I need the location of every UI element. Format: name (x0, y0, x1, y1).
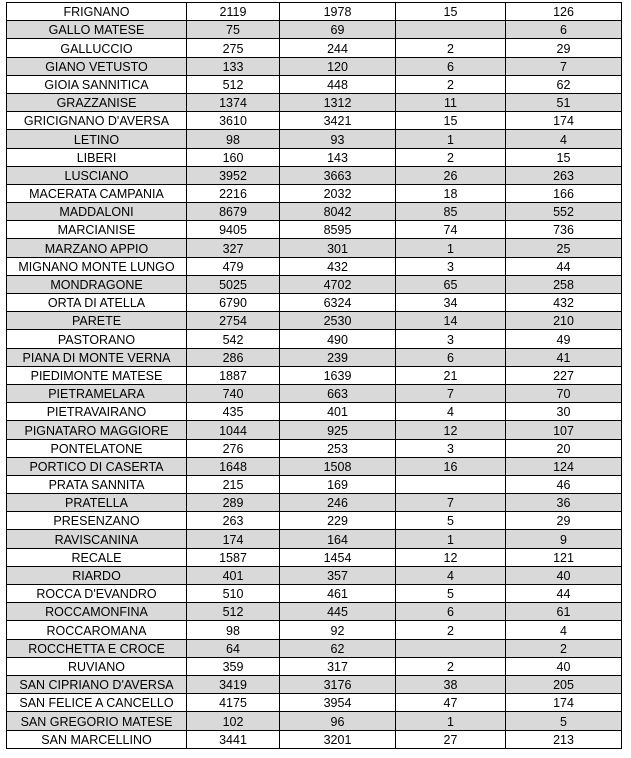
value-col-3-cell: 2 (396, 39, 506, 57)
table-row (7, 439, 622, 457)
value-col-1-cell: 1648 (187, 457, 280, 475)
value-col-3-cell: 11 (396, 93, 506, 111)
value-col-2-cell: 461 (280, 585, 396, 603)
value-col-4-cell: 174 (506, 112, 622, 130)
municipality-cell: PRATELLA (7, 494, 187, 512)
value-col-4-cell: 736 (506, 221, 622, 239)
value-col-3-cell: 3 (396, 330, 506, 348)
value-col-2-cell: 69 (280, 21, 396, 39)
table-row (7, 57, 622, 75)
value-col-4-cell: 20 (506, 439, 622, 457)
value-col-1-cell: 276 (187, 439, 280, 457)
value-col-3-cell: 2 (396, 75, 506, 93)
value-col-4-cell: 61 (506, 603, 622, 621)
municipality-cell: RECALE (7, 548, 187, 566)
value-col-1-cell: 1374 (187, 93, 280, 111)
value-col-2-cell: 253 (280, 439, 396, 457)
value-col-2-cell: 1312 (280, 93, 396, 111)
value-col-4-cell: 258 (506, 275, 622, 293)
value-col-2-cell: 169 (280, 475, 396, 493)
value-col-3-cell: 3 (396, 257, 506, 275)
table-row (7, 694, 622, 712)
municipality-cell: PORTICO DI CASERTA (7, 457, 187, 475)
municipality-cell: LUSCIANO (7, 166, 187, 184)
value-col-1-cell: 289 (187, 494, 280, 512)
value-col-2-cell: 445 (280, 603, 396, 621)
value-col-2-cell: 432 (280, 257, 396, 275)
municipality-cell: PIEDIMONTE MATESE (7, 366, 187, 384)
value-col-1-cell: 102 (187, 712, 280, 730)
value-col-3-cell: 1 (396, 130, 506, 148)
value-col-3-cell: 1 (396, 530, 506, 548)
value-col-4-cell: 213 (506, 730, 622, 748)
value-col-4-cell: 263 (506, 166, 622, 184)
municipality-cell: MIGNANO MONTE LUNGO (7, 257, 187, 275)
municipality-cell: SAN GREGORIO MATESE (7, 712, 187, 730)
value-col-4-cell: 124 (506, 457, 622, 475)
table-row (7, 548, 622, 566)
value-col-2-cell: 401 (280, 403, 396, 421)
value-col-2-cell: 62 (280, 639, 396, 657)
value-col-3-cell: 12 (396, 548, 506, 566)
municipality-cell: MADDALONI (7, 203, 187, 221)
table-row (7, 603, 622, 621)
value-col-4-cell: 44 (506, 257, 622, 275)
table-row (7, 475, 622, 493)
value-col-4-cell: 7 (506, 57, 622, 75)
value-col-3-cell: 85 (396, 203, 506, 221)
value-col-1-cell: 2754 (187, 312, 280, 330)
value-col-1-cell: 75 (187, 21, 280, 39)
value-col-2-cell: 244 (280, 39, 396, 57)
table-row (7, 330, 622, 348)
value-col-1-cell: 3441 (187, 730, 280, 748)
table-row (7, 566, 622, 584)
municipality-cell: GRICIGNANO D'AVERSA (7, 112, 187, 130)
table-row (7, 39, 622, 57)
table-row (7, 221, 622, 239)
municipality-cell: MONDRAGONE (7, 275, 187, 293)
municipality-cell: RUVIANO (7, 657, 187, 675)
value-col-3-cell: 2 (396, 621, 506, 639)
table-row (7, 457, 622, 475)
table-body (7, 3, 622, 749)
value-col-4-cell: 166 (506, 184, 622, 202)
value-col-1-cell: 510 (187, 585, 280, 603)
table-row (7, 512, 622, 530)
table-row (7, 21, 622, 39)
value-col-1-cell: 1044 (187, 421, 280, 439)
value-col-1-cell: 275 (187, 39, 280, 57)
value-col-3-cell: 1 (396, 712, 506, 730)
value-col-4-cell: 15 (506, 148, 622, 166)
value-col-2-cell: 3954 (280, 694, 396, 712)
table-row (7, 239, 622, 257)
value-col-3-cell: 2 (396, 657, 506, 675)
table-row (7, 112, 622, 130)
value-col-3-cell: 15 (396, 112, 506, 130)
value-col-3-cell: 27 (396, 730, 506, 748)
value-col-3-cell: 4 (396, 566, 506, 584)
municipality-data-table (6, 2, 622, 749)
table-row (7, 294, 622, 312)
value-col-4-cell: 70 (506, 384, 622, 402)
municipality-cell: MARZANO APPIO (7, 239, 187, 257)
value-col-4-cell: 174 (506, 694, 622, 712)
value-col-3-cell: 5 (396, 585, 506, 603)
table-row (7, 639, 622, 657)
table-row (7, 621, 622, 639)
value-col-3-cell: 6 (396, 603, 506, 621)
value-col-4-cell: 29 (506, 512, 622, 530)
value-col-4-cell: 2 (506, 639, 622, 657)
value-col-1-cell: 740 (187, 384, 280, 402)
value-col-3-cell: 6 (396, 348, 506, 366)
value-col-1-cell: 98 (187, 621, 280, 639)
table-row (7, 384, 622, 402)
value-col-2-cell: 92 (280, 621, 396, 639)
value-col-1-cell: 174 (187, 530, 280, 548)
value-col-4-cell: 9 (506, 530, 622, 548)
value-col-3-cell: 7 (396, 494, 506, 512)
municipality-cell: MACERATA CAMPANIA (7, 184, 187, 202)
value-col-1-cell: 3419 (187, 675, 280, 693)
table-row (7, 348, 622, 366)
value-col-3-cell: 74 (396, 221, 506, 239)
value-col-1-cell: 8679 (187, 203, 280, 221)
value-col-2-cell: 96 (280, 712, 396, 730)
municipality-cell: PIETRAVAIRANO (7, 403, 187, 421)
value-col-3-cell (396, 475, 506, 493)
table-row (7, 657, 622, 675)
value-col-3-cell: 26 (396, 166, 506, 184)
value-col-2-cell: 164 (280, 530, 396, 548)
table-row (7, 257, 622, 275)
municipality-cell: PIETRAMELARA (7, 384, 187, 402)
value-col-4-cell: 44 (506, 585, 622, 603)
value-col-1-cell: 512 (187, 75, 280, 93)
table-row (7, 312, 622, 330)
value-col-1-cell: 1587 (187, 548, 280, 566)
municipality-cell: ROCCAROMANA (7, 621, 187, 639)
table-row (7, 203, 622, 221)
value-col-3-cell: 1 (396, 239, 506, 257)
value-col-1-cell: 6790 (187, 294, 280, 312)
value-col-2-cell: 4702 (280, 275, 396, 293)
value-col-3-cell: 15 (396, 3, 506, 21)
value-col-2-cell: 1639 (280, 366, 396, 384)
value-col-2-cell: 3201 (280, 730, 396, 748)
table-row (7, 75, 622, 93)
municipality-cell: PONTELATONE (7, 439, 187, 457)
municipality-cell: GIOIA SANNITICA (7, 75, 187, 93)
value-col-2-cell: 246 (280, 494, 396, 512)
table-row (7, 93, 622, 111)
municipality-cell: LIBERI (7, 148, 187, 166)
municipality-cell: PRESENZANO (7, 512, 187, 530)
value-col-4-cell: 126 (506, 3, 622, 21)
municipality-cell: GALLO MATESE (7, 21, 187, 39)
value-col-4-cell: 30 (506, 403, 622, 421)
table-row (7, 3, 622, 21)
value-col-1-cell: 4175 (187, 694, 280, 712)
value-col-1-cell: 435 (187, 403, 280, 421)
table-row (7, 130, 622, 148)
municipality-cell: PARETE (7, 312, 187, 330)
value-col-1-cell: 160 (187, 148, 280, 166)
value-col-2-cell: 301 (280, 239, 396, 257)
municipality-cell: SAN FELICE A CANCELLO (7, 694, 187, 712)
value-col-3-cell: 14 (396, 312, 506, 330)
value-col-1-cell: 98 (187, 130, 280, 148)
value-col-4-cell: 36 (506, 494, 622, 512)
value-col-2-cell: 317 (280, 657, 396, 675)
value-col-4-cell: 25 (506, 239, 622, 257)
value-col-4-cell: 40 (506, 657, 622, 675)
value-col-4-cell: 46 (506, 475, 622, 493)
value-col-4-cell: 41 (506, 348, 622, 366)
table-row (7, 275, 622, 293)
value-col-1-cell: 286 (187, 348, 280, 366)
municipality-cell: GRAZZANISE (7, 93, 187, 111)
value-col-4-cell: 29 (506, 39, 622, 57)
value-col-1-cell: 64 (187, 639, 280, 657)
table-row (7, 712, 622, 730)
municipality-cell: PIGNATARO MAGGIORE (7, 421, 187, 439)
table-row (7, 494, 622, 512)
value-col-1-cell: 5025 (187, 275, 280, 293)
value-col-3-cell: 12 (396, 421, 506, 439)
municipality-cell: FRIGNANO (7, 3, 187, 21)
value-col-1-cell: 3610 (187, 112, 280, 130)
table-row (7, 585, 622, 603)
value-col-4-cell: 49 (506, 330, 622, 348)
value-col-2-cell: 663 (280, 384, 396, 402)
value-col-1-cell: 2216 (187, 184, 280, 202)
municipality-cell: LETINO (7, 130, 187, 148)
value-col-2-cell: 93 (280, 130, 396, 148)
value-col-3-cell: 3 (396, 439, 506, 457)
municipality-cell: PRATA SANNITA (7, 475, 187, 493)
value-col-4-cell: 62 (506, 75, 622, 93)
value-col-2-cell: 229 (280, 512, 396, 530)
table-row (7, 184, 622, 202)
value-col-4-cell: 210 (506, 312, 622, 330)
value-col-3-cell: 16 (396, 457, 506, 475)
value-col-4-cell: 552 (506, 203, 622, 221)
value-col-1-cell: 359 (187, 657, 280, 675)
value-col-3-cell: 65 (396, 275, 506, 293)
value-col-2-cell: 925 (280, 421, 396, 439)
municipality-cell: PASTORANO (7, 330, 187, 348)
value-col-2-cell: 3176 (280, 675, 396, 693)
value-col-3-cell: 7 (396, 384, 506, 402)
municipality-cell: ROCCA D'EVANDRO (7, 585, 187, 603)
value-col-3-cell: 4 (396, 403, 506, 421)
value-col-1-cell: 2119 (187, 3, 280, 21)
value-col-3-cell: 47 (396, 694, 506, 712)
value-col-1-cell: 327 (187, 239, 280, 257)
value-col-1-cell: 263 (187, 512, 280, 530)
value-col-3-cell: 38 (396, 675, 506, 693)
value-col-4-cell: 4 (506, 130, 622, 148)
value-col-1-cell: 542 (187, 330, 280, 348)
value-col-2-cell: 1454 (280, 548, 396, 566)
value-col-2-cell: 490 (280, 330, 396, 348)
value-col-4-cell: 432 (506, 294, 622, 312)
value-col-1-cell: 479 (187, 257, 280, 275)
value-col-2-cell: 8042 (280, 203, 396, 221)
municipality-cell: RIARDO (7, 566, 187, 584)
value-col-3-cell (396, 21, 506, 39)
value-col-4-cell: 121 (506, 548, 622, 566)
municipality-cell: PIANA DI MONTE VERNA (7, 348, 187, 366)
value-col-2-cell: 2530 (280, 312, 396, 330)
table-row (7, 530, 622, 548)
value-col-4-cell: 51 (506, 93, 622, 111)
table-row (7, 148, 622, 166)
value-col-3-cell: 21 (396, 366, 506, 384)
table-row (7, 166, 622, 184)
table-row (7, 366, 622, 384)
value-col-2-cell: 1978 (280, 3, 396, 21)
value-col-3-cell: 34 (396, 294, 506, 312)
value-col-2-cell: 6324 (280, 294, 396, 312)
municipality-cell: SAN MARCELLINO (7, 730, 187, 748)
value-col-1-cell: 401 (187, 566, 280, 584)
value-col-2-cell: 448 (280, 75, 396, 93)
value-col-2-cell: 2032 (280, 184, 396, 202)
value-col-2-cell: 143 (280, 148, 396, 166)
value-col-1-cell: 215 (187, 475, 280, 493)
value-col-3-cell (396, 639, 506, 657)
value-col-4-cell: 5 (506, 712, 622, 730)
municipality-cell: SAN CIPRIANO D'AVERSA (7, 675, 187, 693)
value-col-4-cell: 40 (506, 566, 622, 584)
table-row (7, 421, 622, 439)
municipality-cell: RAVISCANINA (7, 530, 187, 548)
value-col-1-cell: 512 (187, 603, 280, 621)
municipality-cell: ROCCAMONFINA (7, 603, 187, 621)
value-col-1-cell: 3952 (187, 166, 280, 184)
value-col-1-cell: 9405 (187, 221, 280, 239)
value-col-4-cell: 205 (506, 675, 622, 693)
value-col-3-cell: 6 (396, 57, 506, 75)
value-col-1-cell: 133 (187, 57, 280, 75)
value-col-4-cell: 6 (506, 21, 622, 39)
value-col-2-cell: 120 (280, 57, 396, 75)
municipality-cell: MARCIANISE (7, 221, 187, 239)
value-col-1-cell: 1887 (187, 366, 280, 384)
municipality-cell: GIANO VETUSTO (7, 57, 187, 75)
value-col-3-cell: 2 (396, 148, 506, 166)
value-col-4-cell: 107 (506, 421, 622, 439)
value-col-4-cell: 227 (506, 366, 622, 384)
table-row (7, 403, 622, 421)
value-col-2-cell: 8595 (280, 221, 396, 239)
value-col-2-cell: 3421 (280, 112, 396, 130)
value-col-2-cell: 239 (280, 348, 396, 366)
table-row (7, 675, 622, 693)
table-row (7, 730, 622, 748)
value-col-4-cell: 4 (506, 621, 622, 639)
value-col-3-cell: 5 (396, 512, 506, 530)
value-col-2-cell: 357 (280, 566, 396, 584)
value-col-3-cell: 18 (396, 184, 506, 202)
municipality-cell: ORTA DI ATELLA (7, 294, 187, 312)
municipality-cell: ROCCHETTA E CROCE (7, 639, 187, 657)
value-col-2-cell: 1508 (280, 457, 396, 475)
value-col-2-cell: 3663 (280, 166, 396, 184)
municipality-cell: GALLUCCIO (7, 39, 187, 57)
